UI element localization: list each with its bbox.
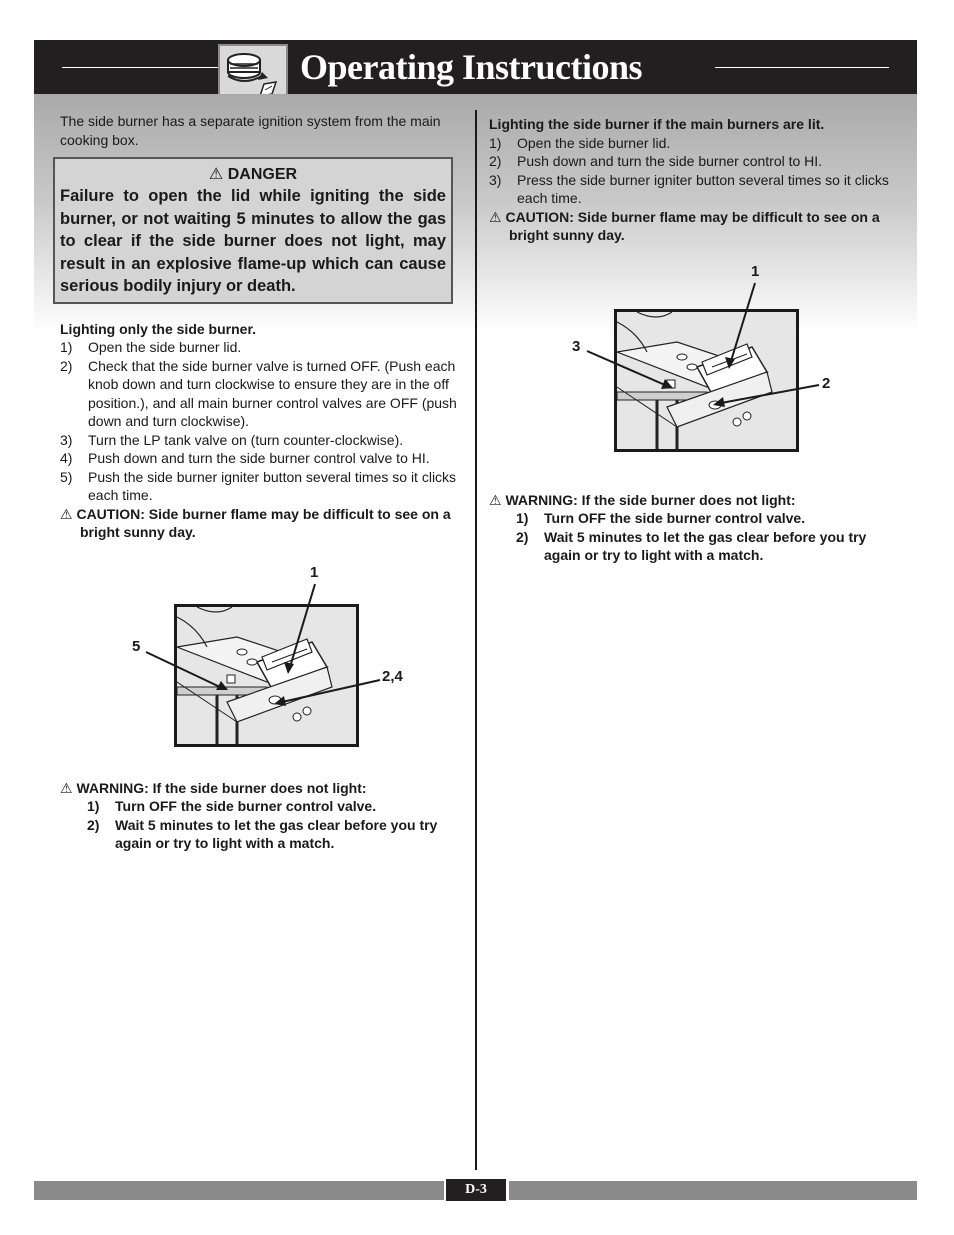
page-title: Operating Instructions (300, 47, 643, 87)
list-item (489, 171, 894, 208)
list-item (60, 449, 465, 468)
callout-label: 1 (751, 262, 760, 280)
step-number: 2) (516, 528, 529, 545)
step-text: Turn OFF the side burner control valve. (115, 798, 377, 814)
callout-arrows (489, 245, 869, 485)
danger-heading (60, 165, 446, 185)
step-number: 2) (87, 816, 100, 833)
side-burner-figure (489, 245, 894, 485)
step-text: Push the side burner igniter button several times so it clicks each time. (88, 468, 457, 503)
callout-label: 2,4 (382, 667, 403, 685)
caution-note (489, 208, 894, 245)
step-number: 5) (60, 468, 73, 485)
step-text: Wait 5 minutes to let the gas clear before you try again or try to light with a match. (544, 528, 867, 563)
intro-text: The side burner has a separate ignition system from the main cooking box. (60, 113, 441, 148)
caution-note (60, 505, 465, 542)
step-text: Open the side burner lid. (517, 134, 671, 151)
left-column (60, 112, 465, 853)
danger-title: DANGER (227, 166, 298, 183)
step-text: Open the side burner lid. (88, 339, 242, 355)
column-divider (475, 110, 477, 1170)
step-number: 4) (60, 450, 73, 466)
right-column (489, 115, 894, 565)
step-number: 3) (489, 171, 502, 188)
step-number: 2) (489, 153, 502, 169)
footer-bar-left (34, 1181, 444, 1200)
list-item (60, 431, 465, 450)
list-item (516, 509, 894, 528)
list-item (60, 357, 465, 431)
warning-title-line (489, 491, 894, 510)
warning-triangle-icon: ⚠ (60, 779, 77, 796)
steps-list (60, 338, 465, 505)
step-text: Check that the side burner valve is turned OFF. (Push each knob down and turn clockwise to ensure they are in the off position.), and all main burner control valves are OFF (push down and turn clockwise). (88, 357, 457, 429)
step-text: Turn the LP tank valve on (turn counter-clockwise). (88, 431, 404, 448)
list-item (87, 816, 465, 853)
callout-label: 2 (822, 374, 831, 392)
list-item (60, 338, 465, 357)
step-text: Turn OFF the side burner control valve. (544, 510, 806, 526)
section-heading: Lighting the side burner if the main burners are lit. (489, 116, 825, 132)
side-burner-figure (60, 542, 465, 772)
callout-label: 3 (572, 337, 581, 355)
warning-list (516, 509, 894, 565)
header-rule-left (62, 67, 222, 68)
section-heading: Lighting only the side burner. (60, 320, 257, 337)
list-item (489, 134, 894, 153)
callout-arrows (60, 542, 420, 772)
warning-triangle-icon: ⚠ (60, 505, 77, 522)
footer-bar-right (509, 1181, 917, 1200)
step-number: 3) (60, 431, 73, 448)
step-text: Push down and turn the side burner control to HI. (517, 153, 823, 169)
danger-box (53, 157, 453, 304)
warning-title: WARNING: If the side burner does not light: (76, 779, 367, 796)
list-item (60, 468, 465, 505)
caution-text: CAUTION: Side burner flame may be difficult to see on a bright sunny day. (505, 208, 880, 243)
step-text: Wait 5 minutes to let the gas clear before you try again or try to light with a match. (115, 816, 438, 851)
list-item (87, 797, 465, 816)
page-number: D-3 (446, 1179, 506, 1201)
list-item (489, 152, 894, 171)
step-number: 1) (489, 134, 502, 151)
step-number: 1) (87, 798, 100, 814)
warning-title: WARNING: If the side burner does not light: (505, 491, 796, 508)
header-rule-right (715, 67, 889, 68)
step-text: Press the side burner igniter button several times so it clicks each time. (517, 171, 889, 206)
warning-title-line (60, 779, 465, 798)
list-item (516, 528, 894, 565)
warning-triangle-icon: ⚠ (489, 491, 506, 508)
step-text: Push down and turn the side burner control valve to HI. (88, 450, 430, 466)
caution-text: CAUTION: Side burner flame may be difficult to see on a bright sunny day. (76, 505, 451, 540)
callout-label: 5 (132, 637, 141, 655)
step-number: 1) (60, 339, 73, 355)
warning-triangle-icon: ⚠ (489, 208, 506, 225)
warning-triangle-icon: ⚠ (208, 166, 224, 183)
callout-label: 1 (310, 563, 319, 581)
warning-list (87, 797, 465, 853)
step-number: 2) (60, 357, 73, 374)
step-number: 1) (516, 510, 529, 526)
steps-list (489, 134, 894, 208)
danger-text: Failure to open the lid while igniting the side burner, or not waiting 5 minutes to allow the gas to clear if the side burner does not light, may result in an explosive flame-up which can cause serious bodily injury or death. (60, 187, 446, 295)
